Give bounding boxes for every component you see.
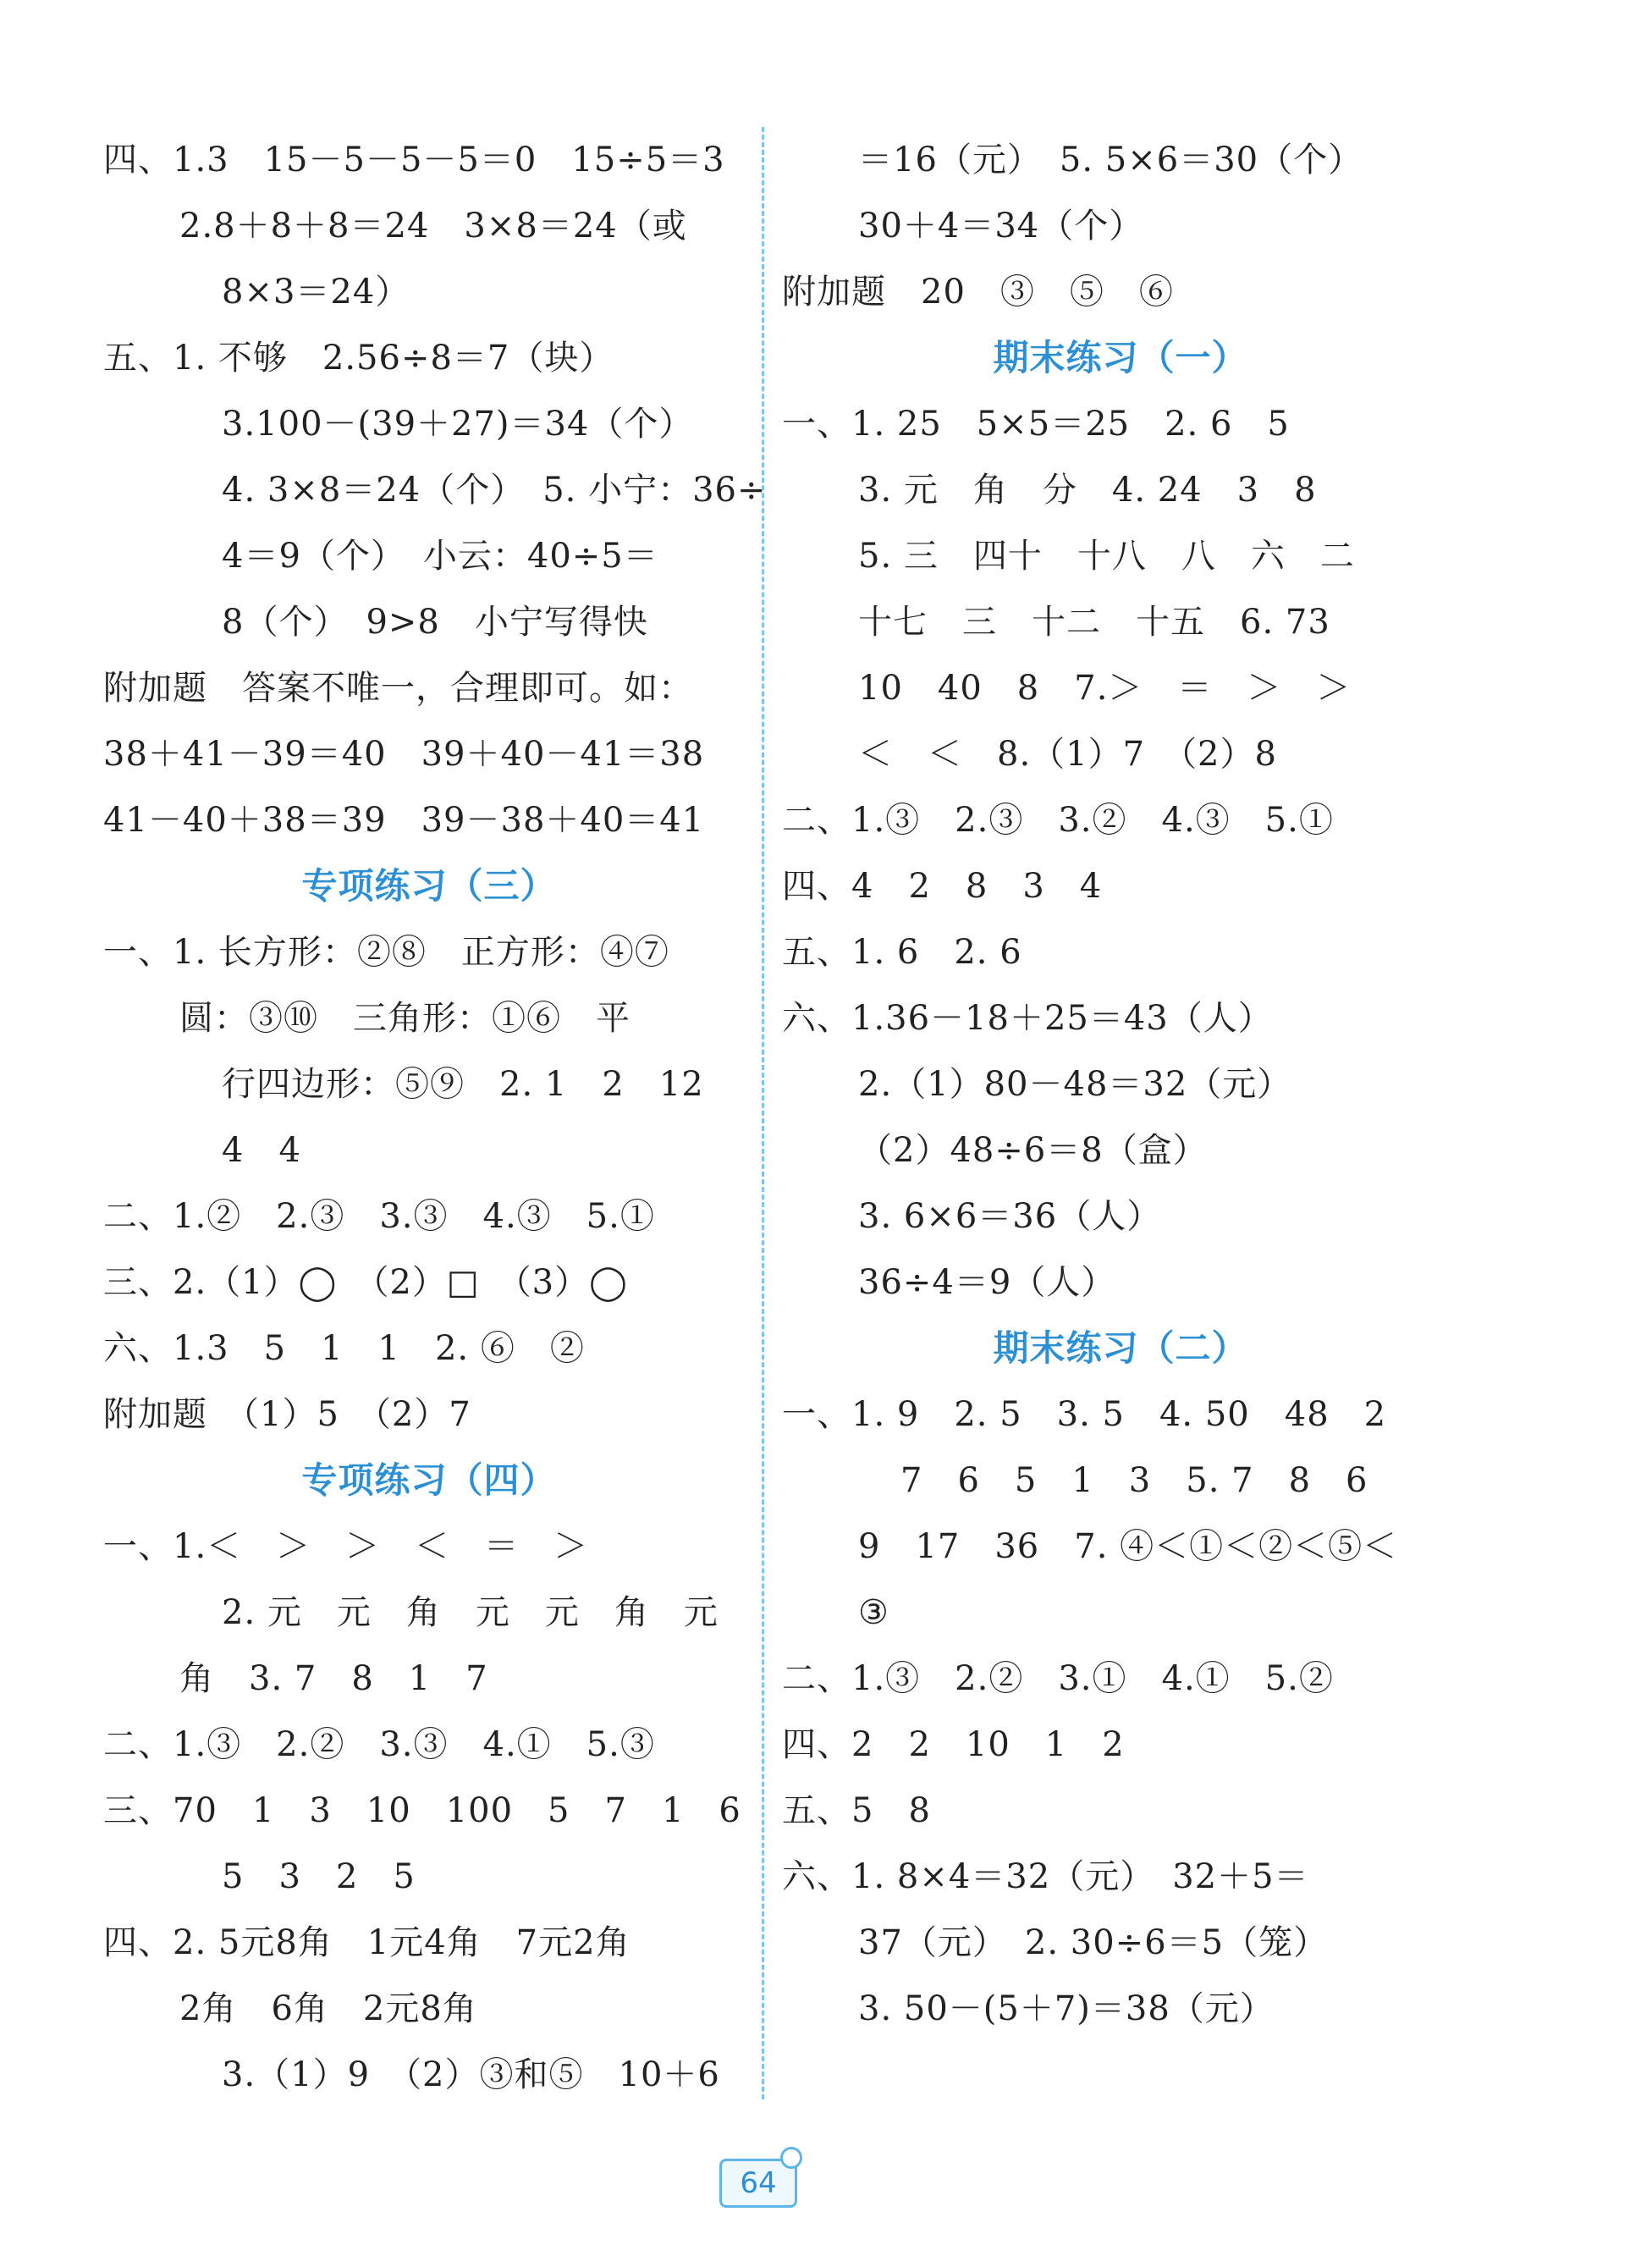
section-heading: 专项练习（四）	[301, 1459, 557, 1501]
page-number: 64	[719, 2159, 797, 2208]
answer-line: 2. 元 元 角 元 元 角 元	[222, 1593, 719, 1632]
answer-line: 38＋41－39＝40 39＋40－41＝38	[103, 735, 705, 774]
answer-line: 行四边形：⑤⑨ 2. 1 2 12	[222, 1065, 704, 1104]
answer-line: 41－40＋38＝39 39－38＋40＝41	[103, 801, 705, 840]
answer-line: 附加题 20 ③ ⑤ ⑥	[782, 273, 1174, 312]
answer-line: 3. 6×6＝36（人）	[858, 1197, 1162, 1236]
answer-line: 5. 三 四十 十八 八 六 二	[858, 537, 1355, 576]
right-column	[782, 127, 1459, 2042]
answer-line: 3.100－(39＋27)＝34（个）	[222, 405, 694, 444]
answer-line: 3.（1）9 （2）③和⑤ 10＋6	[222, 2055, 720, 2094]
answer-line: 圆：③⑩ 三角形：①⑥ 平	[179, 999, 631, 1038]
answer-line: ＝16（元） 5. 5×6＝30（个）	[858, 141, 1363, 179]
answer-line: 六、1.36－18＋25＝43（人）	[782, 999, 1273, 1038]
answer-line: 六、1. 8×4＝32（元） 32＋5＝	[782, 1857, 1309, 1896]
answer-line: 5 3 2 5	[222, 1857, 416, 1896]
answer-line: 五、1. 6 2. 6	[782, 933, 1022, 972]
section-heading: 期末练习（二）	[993, 1327, 1248, 1369]
column-divider	[762, 127, 764, 2099]
answer-line: 36÷4＝9（人）	[858, 1263, 1116, 1302]
answer-line: ＜ ＜ 8.（1）7 （2）8	[858, 735, 1277, 774]
answer-line: 8×3＝24）	[222, 273, 410, 312]
answer-line: 一、1. 9 2. 5 3. 5 4. 50 48 2	[782, 1395, 1387, 1434]
answer-line: 3. 元 角 分 4. 24 3 8	[858, 471, 1317, 510]
answer-line: 三、70 1 3 10 100 5 7 1 6	[103, 1791, 741, 1830]
answer-line: 37（元） 2. 30÷6＝5（笼）	[858, 1923, 1329, 1962]
answer-line: 五、5 8	[782, 1791, 931, 1830]
answer-line: 3. 50－(5＋7)＝38（元）	[858, 1989, 1275, 2028]
answer-line: 附加题 （1）5 （2）7	[103, 1395, 471, 1434]
answer-line: 附加题 答案不唯一，合理即可。如：	[103, 669, 693, 708]
section-heading: 期末练习（一）	[993, 337, 1248, 378]
answer-line: 9 17 36 7. ④＜①＜②＜⑤＜	[858, 1527, 1398, 1566]
section-heading: 专项练习（三）	[301, 865, 557, 907]
answer-line: 二、1.③ 2.② 3.① 4.① 5.②	[782, 1659, 1334, 1698]
answer-line: 四、2 2 10 1 2	[782, 1725, 1125, 1764]
left-column	[103, 127, 767, 2108]
answer-line: 一、1. 长方形：②⑧ 正方形：④⑦	[103, 933, 669, 972]
answer-line: 一、1.＜ ＞ ＞ ＜ ＝ ＞	[103, 1527, 589, 1566]
answer-line: 8（个） 9>8 小宁写得快	[222, 603, 648, 642]
answer-line: 30＋4＝34（个）	[858, 207, 1144, 245]
answer-line: 二、1.③ 2.③ 3.② 4.③ 5.①	[782, 801, 1334, 840]
answer-line: 2.（1）80－48＝32（元）	[858, 1065, 1292, 1104]
answer-line: 二、1.③ 2.② 3.③ 4.① 5.③	[103, 1725, 655, 1764]
answer-line: 4 4	[222, 1131, 301, 1170]
answer-line: 四、2. 5元8角 1元4角 7元2角	[103, 1923, 631, 1962]
answer-line: 二、1.② 2.③ 3.③ 4.③ 5.①	[103, 1197, 655, 1236]
apple-icon	[780, 2147, 802, 2169]
answer-line: 三、2.（1）◯ （2）□ （3）◯	[103, 1263, 628, 1302]
answer-line: 2角 6角 2元8角	[179, 1989, 477, 2028]
answer-line: （2）48÷6＝8（盒）	[858, 1131, 1208, 1170]
answer-line: 4＝9（个） 小云：40÷5＝	[222, 537, 658, 576]
answer-line: 四、4 2 8 3 4	[782, 867, 1103, 906]
answer-line: ③	[858, 1593, 889, 1632]
answer-line: 10 40 8 7.＞ ＝ ＞ ＞	[858, 669, 1352, 708]
answer-line: 7 6 5 1 3 5. 7 8 6	[900, 1461, 1368, 1500]
answer-line: 十七 三 十二 十五 6. 73	[858, 603, 1330, 642]
answer-line: 4. 3×8＝24（个） 5. 小宁：36÷	[222, 471, 767, 510]
answer-line: 六、1.3 5 1 1 2. ⑥ ②	[103, 1329, 585, 1368]
answer-line: 2.8＋8＋8＝24 3×8＝24（或	[179, 207, 687, 245]
answer-line: 角 3. 7 8 1 7	[179, 1659, 488, 1698]
answer-line: 四、1.3 15－5－5－5＝0 15÷5＝3	[103, 141, 725, 179]
answer-line: 一、1. 25 5×5＝25 2. 6 5	[782, 405, 1290, 444]
answer-line: 五、1. 不够 2.56÷8＝7（块）	[103, 339, 614, 378]
